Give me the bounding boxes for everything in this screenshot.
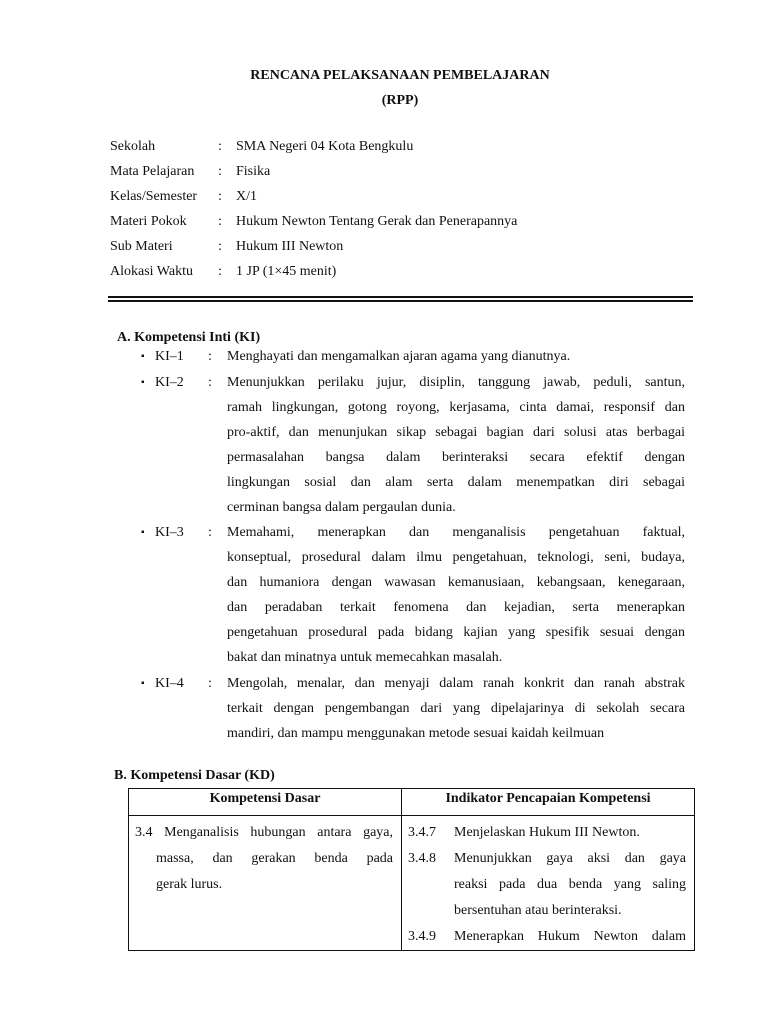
text-line: Menerapkan Hukum Newton dalam — [454, 929, 686, 944]
info-row-kelas-semester — [110, 188, 517, 213]
text-line: pengetahuan prosedural pada bidang kajian yang spesifik sesuai dengan — [227, 625, 685, 640]
bullet-icon: ▪ — [141, 377, 145, 388]
info-row-materi-pokok — [110, 213, 517, 238]
info-label: Sub Materi — [110, 239, 173, 254]
text-line: massa, dan gerakan benda pada — [156, 851, 393, 866]
indicator-text — [454, 846, 686, 924]
divider-line — [108, 296, 693, 298]
section-b-heading: B. Kompetensi Dasar (KD) — [114, 768, 275, 783]
bullet-icon: ▪ — [141, 351, 145, 362]
indicator-item — [402, 820, 694, 846]
text-line: permasalahan bangsa dalam berinteraksi secara efektif dengan — [227, 450, 685, 465]
text-line: Menghayati dan mengamalkan ajaran agama yang dianutnya. — [227, 349, 571, 364]
table-row — [129, 816, 695, 951]
text-line: ramah lingkungan, gotong royong, kerjasama, cinta damai, responsif dan — [227, 400, 685, 415]
text-line: 3.4 Menganalisis hubungan antara gaya, — [135, 825, 393, 840]
indicator-text — [454, 820, 686, 846]
text-line: mandiri, dan mampu menggunakan metode sesuai kaidah keilmuan — [227, 726, 605, 741]
info-colon: : — [218, 139, 222, 154]
info-colon: : — [218, 214, 222, 229]
text-line: cerminan bangsa dalam pergaulan dunia. — [227, 500, 456, 515]
text-line: Menunjukkan perilaku jujur, disiplin, tanggung jawab, peduli, santun, — [227, 375, 685, 390]
info-value: Hukum Newton Tentang Gerak dan Penerapannya — [236, 214, 518, 229]
ki-label: KI–2 — [155, 375, 184, 390]
ki-text — [227, 344, 685, 369]
text-line: bakat dan minatnya untuk memecahkan masalah. — [227, 650, 503, 665]
text-line: dan humaniora dengan wawasan kemanusiaan, kebangsaan, kenegaraan, — [227, 575, 685, 590]
table-header: Kompetensi Dasar — [129, 789, 402, 816]
kd-table — [128, 788, 695, 951]
divider-line — [108, 300, 693, 302]
info-value: Fisika — [236, 164, 271, 179]
info-row-mata-pelajaran — [110, 163, 517, 188]
indicator-text — [454, 924, 686, 950]
info-colon: : — [218, 189, 222, 204]
text-line: gerak lurus. — [156, 877, 223, 892]
info-row-sekolah — [110, 138, 517, 163]
document-subtitle: (RPP) — [381, 93, 419, 108]
indicator-number: 3.4.7 — [408, 825, 436, 840]
info-label: Mata Pelajaran — [110, 164, 195, 179]
indicator-number: 3.4.8 — [408, 851, 436, 866]
ki-text — [227, 520, 685, 670]
text-line: Menjelaskan Hukum III Newton. — [454, 825, 640, 840]
table-header-row — [129, 789, 695, 816]
info-label: Sekolah — [110, 139, 156, 154]
document-title: RENCANA PELAKSANAAN PEMBELAJARAN — [250, 68, 550, 83]
info-colon: : — [218, 264, 222, 279]
identity-block — [110, 138, 517, 288]
indicator-item — [402, 846, 694, 924]
section-a-heading: A. Kompetensi Inti (KI) — [117, 330, 261, 345]
info-colon: : — [218, 239, 222, 254]
info-row-sub-materi — [110, 238, 517, 263]
table-header: Indikator Pencapaian Kompetensi — [402, 789, 695, 816]
bullet-icon: ▪ — [141, 527, 145, 538]
ki-label: KI–1 — [155, 349, 184, 364]
indicator-number: 3.4.9 — [408, 929, 436, 944]
text-line: reaksi pada dua benda yang saling — [454, 877, 686, 892]
text-line: dan peradaban terkait fenomena dan kejadian, serta menerapkan — [227, 600, 685, 615]
indicator-item — [402, 924, 694, 950]
info-value: X/1 — [236, 189, 257, 204]
text-line: bersentuhan atau berinteraksi. — [454, 903, 622, 918]
bullet-icon: ▪ — [141, 678, 145, 689]
text-line: Menunjukkan gaya aksi dan gaya — [454, 851, 686, 866]
info-row-alokasi-waktu — [110, 263, 517, 288]
ki-label: KI–4 — [155, 676, 184, 691]
info-label: Kelas/Semester — [110, 189, 198, 204]
ki-text — [227, 370, 685, 520]
text-line: lingkungan sosial dan alam serta dalam menempatkan diri sebagai — [227, 475, 685, 490]
text-line: terkait dengan pengembangan dari yang dipelajarinya di sekolah secara — [227, 701, 685, 716]
info-value: Hukum III Newton — [236, 239, 344, 254]
info-colon: : — [218, 164, 222, 179]
ki-colon: : — [208, 375, 212, 390]
ki-colon: : — [208, 349, 212, 364]
kd-cell — [129, 816, 402, 951]
info-value: SMA Negeri 04 Kota Bengkulu — [236, 139, 414, 154]
text-line: pro-aktif, dan menunjukan sikap sebagai bagian dari solusi atas berbagai — [227, 425, 685, 440]
text-line: konseptual, prosedural dalam ilmu pengetahuan, teknologi, seni, budaya, — [227, 550, 685, 565]
text-line: Mengolah, menalar, dan menyaji dalam ranah konkrit dan ranah abstrak — [227, 676, 685, 691]
ki-colon: : — [208, 676, 212, 691]
indicator-cell — [402, 816, 695, 951]
info-label: Alokasi Waktu — [110, 264, 193, 279]
ki-label: KI–3 — [155, 525, 184, 540]
info-value: 1 JP (1×45 menit) — [236, 264, 337, 279]
ki-colon: : — [208, 525, 212, 540]
text-line: Memahami, menerapkan dan menganalisis pengetahuan faktual, — [227, 525, 685, 540]
info-label: Materi Pokok — [110, 214, 187, 229]
ki-text — [227, 671, 685, 746]
